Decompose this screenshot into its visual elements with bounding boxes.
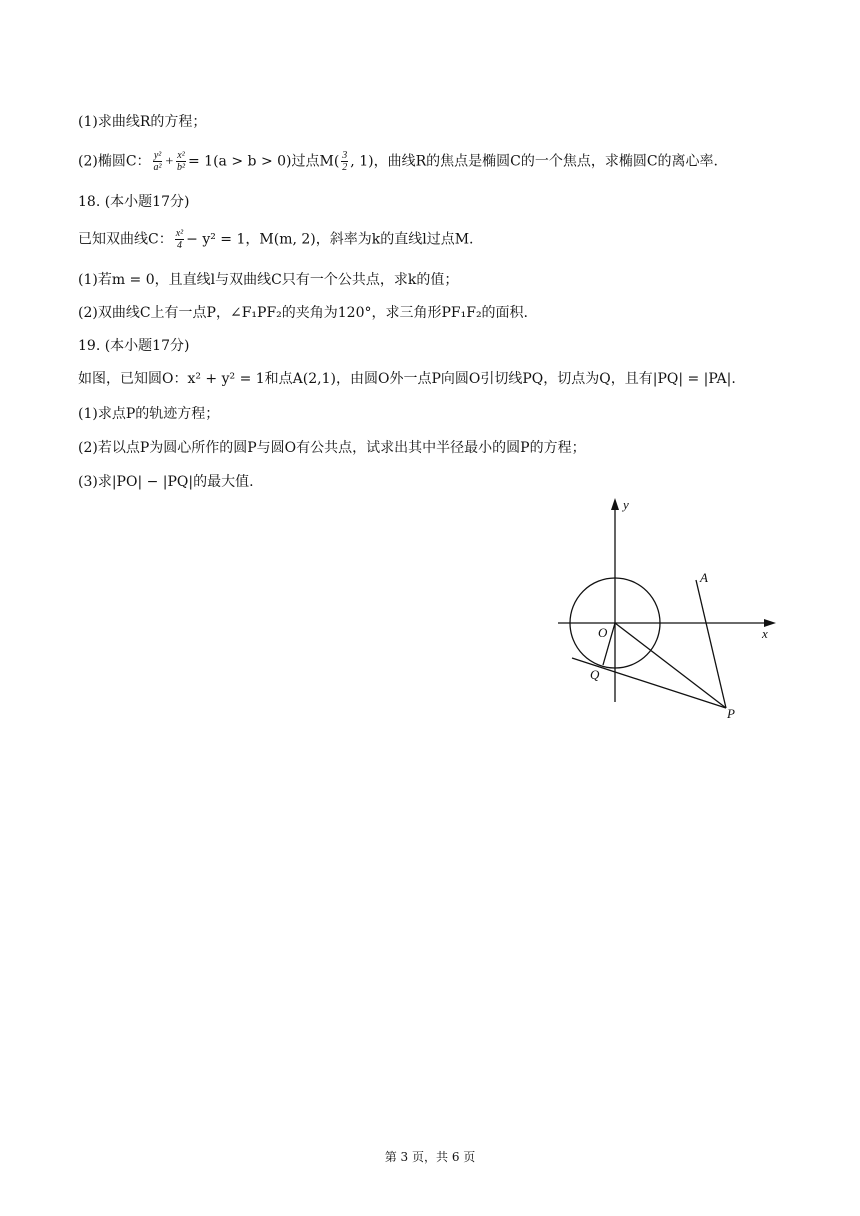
page-footer: 第 3 页，共 6 页 [384,1150,476,1164]
fraction-y2-a2: $\frac{\text{y²}}{\text{a²}}$ [153,150,162,173]
tangent-line-PQ [572,658,726,708]
q19-heading: 19. (本小题17分) [78,338,190,354]
label-O: O [598,625,608,640]
q19-part2: (2)若以点P为圆心所作的圆P与圆O有公共点，试求出其中半径最小的圆P的方程； [78,440,586,456]
q19-part3: (3)求|PO| − |PQ|的最大值. [78,474,254,490]
label-A: A [700,570,708,585]
fraction-x2-4: $\frac{\text{x²}}{4}$ [175,228,184,251]
label-y: y [623,497,629,512]
label-x: x [762,626,768,641]
geometry-figure [548,492,788,732]
q18-heading: 18. (本小题17分) [78,194,190,210]
q18-stem: 已知双曲线C： $\frac{\text{x²}}{4}$ − y² = 1，M(m, 2)，斜率为k的直线l过点M. [78,228,474,251]
q19-stem: 如图，已知圆O：x² + y² = 1和点A(2,1)，由圆O外一点P向圆O引切线PQ，切点为Q，且有|PQ| = |PA|. [78,371,736,387]
fraction-x2-b2: $\frac{\text{x²}}{\text{b²}}$ [177,150,185,173]
q17-part1: (1)求曲线R的方程； [78,114,207,130]
q19-part1: (1)求点P的轨迹方程； [78,406,220,422]
q18-part2: (2)双曲线C上有一点P，∠F₁PF₂的夹角为120°，求三角形PF₁F₂的面积. [78,305,529,321]
q17-part2-prefix: (2)椭圆C： [78,153,151,170]
label-P: P [727,706,735,721]
q17-part2: (2)椭圆C： $\frac{\text{y²}}{\text{a²}}$ + $\frac{\text{x²}}{\text{b²}}$ = 1(a > b > 0)过点M( $\frac{3}{2}$ , 1)，曲线R的焦点是椭圆C的一个焦点，求椭圆C的离心率. [78,150,718,173]
y-axis-arrow [611,498,619,510]
label-Q: Q [590,667,600,682]
q18-part1: (1)若m = 0，且直线l与双曲线C只有一个公共点，求k的值； [78,272,459,288]
fraction-3-2: $\frac{3}{2}$ [342,150,348,173]
